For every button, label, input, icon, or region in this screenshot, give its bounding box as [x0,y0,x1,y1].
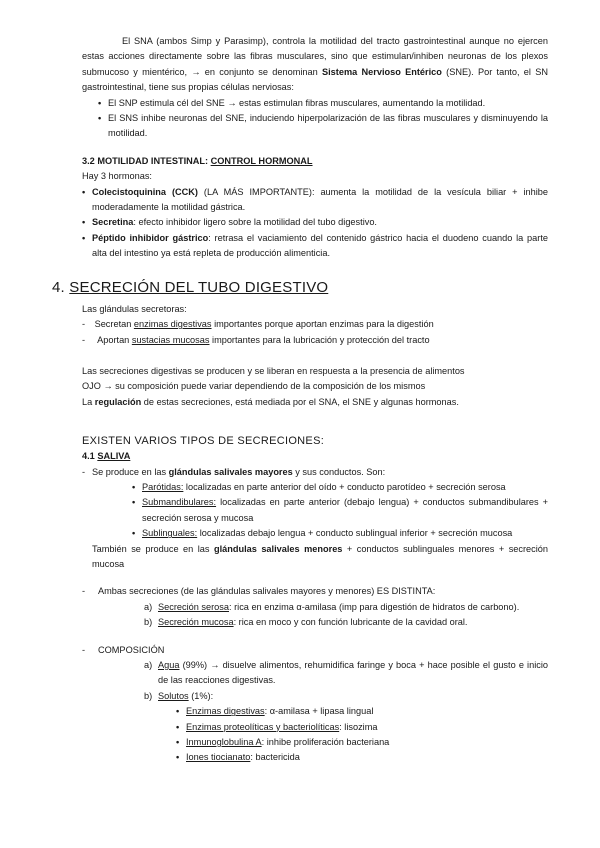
sne-bullets [82,96,548,142]
hormone-gip [92,231,548,262]
secretions-line3 [82,395,548,410]
bullet-snp: • El SNP estimula cél del SNE → estas estimulan fibras musculares, aumentando la motilidad. [108,96,548,111]
dash2-b: importantes para la lubricación y protección del tracto [209,334,430,345]
hormone-gip-text: : retrasa el vaciamiento del contenido gástrico hacia el duodeno cuando la parte alta del intestino ya está repleta de producción alimenticia. [92,232,548,259]
sne-paragraph-text-b: (SNE). Por tanto, el SN gastrointestinal, tiene sus propias células nerviosas: [82,66,548,93]
produced-b: y sus conductos. Son: [292,466,386,477]
hormone-cck-text: (LA MÁS IMPORTANTE): aumenta la motilidad de la vesícula biliar + inhibe moderadamente la motilidad gástrica. [92,186,549,213]
solute-1-text: : lisozima [339,721,378,732]
hormone-secretina [92,215,548,230]
dash2-a: Aportan [97,334,132,345]
secretion-mucosa-text: : rica en moco y con función lubricante de la cavidad oral. [233,617,468,628]
line3-b: de estas secreciones, está mediada por el SNA, el SNE y algunas hormonas. [141,396,459,407]
hormone-secretina-name: Secretina [92,217,134,228]
secretion-serosa-label: a) [144,601,153,612]
also-b: + conductos sublinguales menores + secreción mucosa [92,543,549,569]
secretion-serosa-name: Secreción serosa [158,601,229,612]
gland-sublinguales-name: Sublinguales: [142,528,198,539]
solute-enzimas-proteoliticas [186,720,548,735]
section4-title: SECRECIÓN DEL TUBO DIGESTIVO [69,278,329,296]
section4-heading [52,278,548,298]
glands-intro: Las glándulas secretoras: [82,303,187,314]
solutes-name: Solutos [158,690,189,701]
solute-3-text: : bactericida [250,752,300,763]
both-secretions: - Ambas secreciones (de las glándulas salivales mayores y menores) ES DISTINTA: [82,584,548,599]
solute-1-name: Enzimas proteolíticas y bacteriolíticas [186,721,340,732]
dash2-underlined: sustacias mucosas [131,334,210,345]
sne-paragraph-text-a: El SNA (ambos Simp y Parasimp), controla la motilidad del tracto gastrointestinal aunque no ejercen estas acciones directamente sobre las fibras musculares, sino que estimulan/inhiben neuronas de los plexos submucoso y mientérico, → en conjunto se denominan [82,36,548,77]
gland-sublinguales-text: localizadas debajo lengua + conducto sublingual inferior + secreción mucosa [197,528,513,539]
section4-number: 4. [52,278,70,296]
saliva-title: SALIVA [97,451,131,462]
gland-submandibulares-text: localizadas en parte anterior (debajo lengua) + conductos submandibulares + secreción serosa y mucosa [142,497,548,523]
sne-term: Sistema Nervioso Entérico [322,66,442,77]
produced-a: Se produce en las [92,466,169,477]
solutes-label: b) [144,690,153,701]
solute-2-text: : inhibe proliferación bacteriana [261,737,390,748]
hormone-cck [92,185,548,216]
line3-a: La [82,396,95,407]
solute-2-name: Inmunoglobulina A [186,737,262,748]
also-bold: glándulas salivales menores [213,543,343,554]
dash1-a: Secretan [94,319,134,330]
composition-water [82,658,548,689]
gland-parotidas-text: localizadas en parte anterior del oído + conducto parotídeo + secreción serosa [183,481,506,492]
water-text: (99%) → disuelve alimentos, rehumidifica faringe y boca + hace posible el gusto e inicio de las reacciones digestivas. [158,660,548,686]
solute-enzimas-digestivas [186,704,548,719]
glands-dash-mucus [82,333,548,348]
saliva-heading [82,449,548,464]
secretions-line1: Las secreciones digestivas se producen y se liberan en respuesta a la presencia de alimentos [82,365,465,376]
produced-bold: glándulas salivales mayores [168,466,293,477]
hormone-gip-name: Péptido inhibidor gástrico [92,232,209,243]
hormone-list [82,185,548,262]
secretion-serosa [82,600,548,615]
saliva-prefix: 4.1 [82,451,98,462]
gland-parotidas-name: Parótidas: [142,481,184,492]
gland-submandibulares [142,495,548,526]
types-heading: EXISTEN VARIOS TIPOS DE SECRECIONES: [82,435,325,448]
major-glands-list [82,480,548,542]
gland-submandibulares-name: Submandibulares: [142,497,217,508]
secretions-line2: OJO → su composición puede variar dependiendo de la composición de los mismos [82,381,426,392]
solute-3-name: Iones tiocianato [186,752,251,763]
secretion-mucosa [82,615,548,630]
solute-0-text: : α-amilasa + lipasa lingual [264,706,374,717]
glands-dash-enzymes [82,317,548,332]
dash1-underlined: enzimas digestivas [133,319,212,330]
hormone-secretina-text: : efecto inhibidor ligero sobre la motilidad del tubo digestivo. [133,217,377,228]
hormonal-intro: Hay 3 hormonas: [82,171,152,182]
composition-heading: - COMPOSICIÓN [82,643,548,658]
water-label: a) [144,660,153,670]
hormonal-heading-underlined: CONTROL HORMONAL [210,155,313,166]
hormonal-heading [82,154,548,169]
solute-0-name: Enzimas digestivas [186,706,265,717]
sne-paragraph [82,34,548,96]
secretion-serosa-text: : rica en enzima α-amilasa (imp para digestión de hidratos de carbono). [228,601,520,612]
gland-parotidas [142,480,548,495]
solute-inmunoglobulina [186,735,548,750]
water-name: Agua [158,660,180,670]
secretion-mucosa-name: Secreción mucosa [158,617,234,628]
saliva-produced [82,465,548,480]
solutes-list [82,704,548,766]
secretion-mucosa-label: b) [144,617,153,628]
line3-bold: regulación [94,396,142,407]
dash1-b: importantes porque aportan enzimas para la digestión [211,319,434,330]
minor-glands-paragraph [82,542,548,573]
also-a: También se produce en las [92,543,214,554]
hormone-cck-name: Colecistoquinina (CCK) [92,186,198,197]
bullet-sns: • El SNS inhibe neuronas del SNE, induciendo hiperpolarización de las fibras musculares y disminuyendo la motilidad. [108,111,548,142]
solute-iones-tiocianato [186,750,548,765]
gland-sublinguales [142,526,548,541]
solutes-text: (1%): [188,690,214,701]
composition-solutes [82,689,548,704]
hormonal-heading-prefix: 3.2 MOTILIDAD INTESTINAL: [82,155,211,166]
